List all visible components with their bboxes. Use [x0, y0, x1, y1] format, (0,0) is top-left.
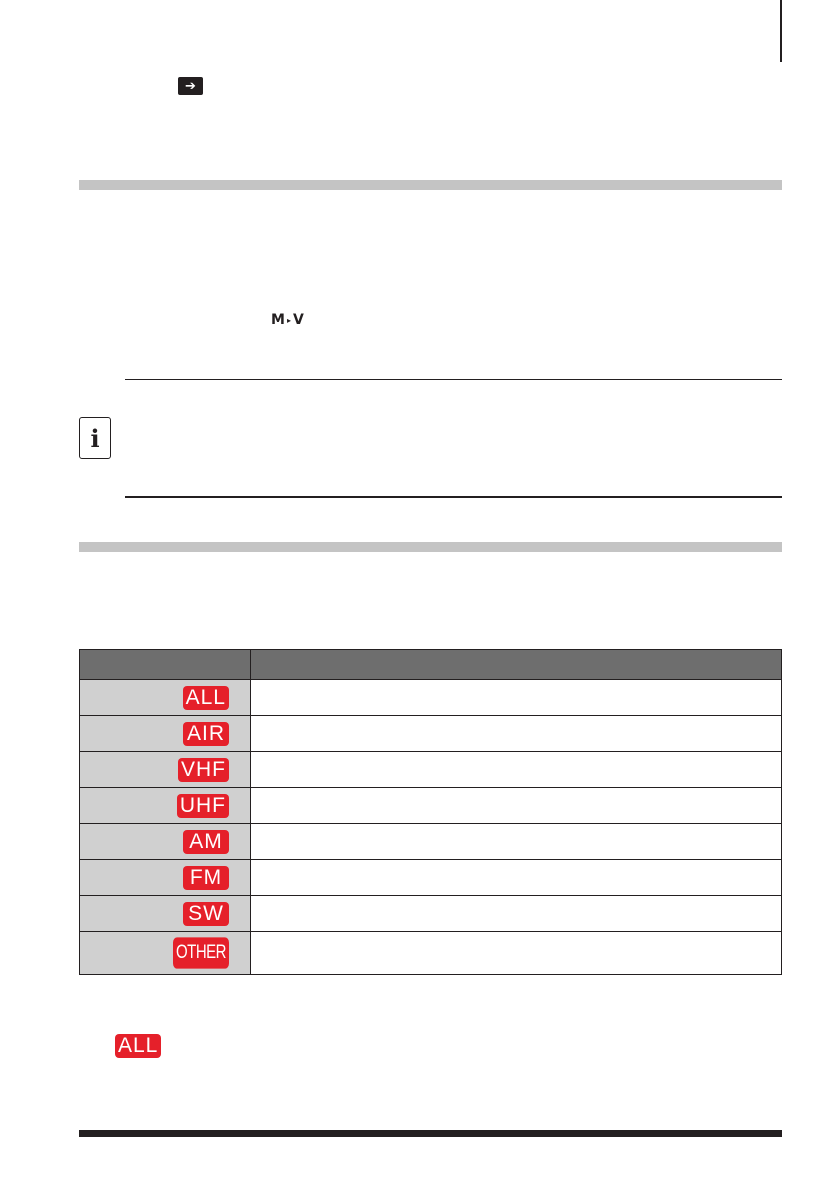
band-description-cell — [251, 824, 782, 860]
page-footer-bar — [79, 1130, 782, 1137]
band-label-cell — [80, 860, 251, 896]
band-label-cell — [80, 788, 251, 824]
band-label-cell — [80, 932, 251, 975]
band-label-cell — [80, 680, 251, 716]
m-v-key-right: V — [292, 312, 304, 328]
band-badge-sw: SW — [183, 902, 229, 926]
m-v-key-icon — [271, 311, 304, 329]
table-header-row — [80, 650, 782, 680]
band-description-cell — [251, 752, 782, 788]
band-badge-other: OTHER — [173, 937, 229, 968]
arrow-key-icon: ➔ — [178, 77, 203, 95]
band-badge-uhf: UHF — [177, 794, 229, 818]
table-row — [80, 932, 782, 975]
band-label-cell — [80, 716, 251, 752]
band-badge-am: AM — [183, 830, 229, 854]
m-v-key-arrow: ▸ — [286, 315, 291, 325]
band-badge-fm: FM — [183, 866, 229, 890]
band-description-cell — [251, 788, 782, 824]
band-label-cell — [80, 752, 251, 788]
band-description-cell — [251, 932, 782, 975]
table-row — [80, 824, 782, 860]
table-row — [80, 716, 782, 752]
note-bottom-rule — [125, 496, 782, 498]
section-header-bar — [79, 180, 782, 190]
table-row — [80, 680, 782, 716]
table-row — [80, 896, 782, 932]
table-row — [80, 788, 782, 824]
band-badge-all: ALL — [183, 686, 229, 710]
crop-mark — [780, 0, 782, 62]
table-row — [80, 752, 782, 788]
info-icon: i — [79, 417, 111, 459]
table-header-cell — [80, 650, 251, 680]
band-description-cell — [251, 896, 782, 932]
band-description-cell — [251, 716, 782, 752]
band-badge-air: AIR — [183, 722, 229, 746]
band-table — [79, 649, 782, 975]
table-header-cell — [251, 650, 782, 680]
m-v-key-left: M — [271, 312, 285, 328]
band-description-cell — [251, 860, 782, 896]
band-label-cell — [80, 824, 251, 860]
band-description-cell — [251, 680, 782, 716]
section-header-bar — [79, 542, 782, 552]
band-label-cell — [80, 896, 251, 932]
band-badge-vhf: VHF — [178, 758, 229, 782]
band-badge-all-inline: ALL — [115, 1034, 161, 1058]
table-row — [80, 860, 782, 896]
note-top-rule — [125, 379, 782, 380]
